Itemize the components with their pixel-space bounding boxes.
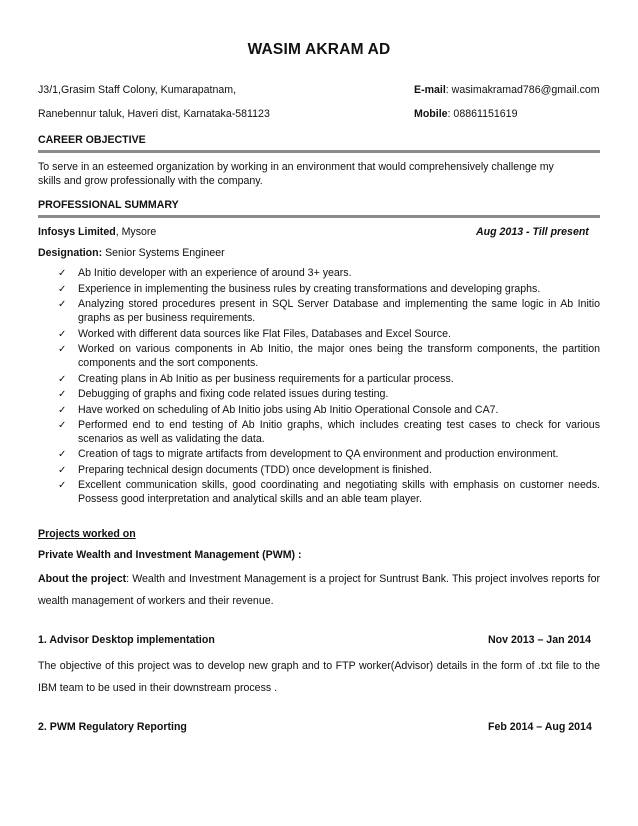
list-item	[58, 404, 600, 418]
list-item	[58, 479, 600, 507]
email-line	[414, 84, 600, 98]
bullet-text: Worked on various components in Ab Initio, the major ones being the transform components, the partition components and the sort components.	[78, 343, 600, 370]
check-mark-icon: ✓	[58, 449, 67, 461]
bullet-text: Creating plans in Ab Initio as per business requirements for a particular process.	[78, 372, 454, 385]
mobile-label: Mobile	[414, 108, 448, 121]
mobile-line	[414, 108, 517, 122]
bullet-text: Excellent communication skills, good coordinating and negotiating skills with emphasis on customer needs. Possess good interpretation and analytical skills and an able team player.	[78, 479, 600, 506]
section-divider	[38, 150, 600, 153]
contact-row-1	[38, 84, 600, 100]
bullet-text: Ab Initio developer with an experience of around 3+ years.	[78, 267, 352, 280]
candidate-name: WASIM AKRAM AD	[247, 41, 391, 58]
company-location: , Mysore	[115, 226, 157, 239]
subproject-dates: Nov 2013 – Jan 2014	[488, 634, 592, 647]
list-item	[58, 328, 600, 342]
check-mark-icon: ✓	[58, 480, 67, 492]
about-label: About the project	[38, 573, 127, 586]
address-line-1: J3/1,Grasim Staff Colony, Kumarapatnam,	[38, 84, 237, 97]
bullet-text: Performed end to end testing of Ab Initio graphs, which includes creating test cases to check for various scenarios as well as validating the data.	[78, 418, 600, 445]
list-item	[58, 448, 600, 462]
check-mark-icon: ✓	[58, 344, 67, 356]
check-mark-icon: ✓	[58, 268, 67, 280]
job-header	[38, 226, 600, 242]
about-text: : Wealth and Investment Management is a project for Suntrust Bank. This project involves reports for wealth management of workers and their revenue.	[38, 573, 600, 608]
list-item	[58, 343, 600, 371]
bullet-text: Experience in implementing the business rules by creating transformations and developing graphs.	[78, 282, 541, 295]
check-mark-icon: ✓	[58, 389, 67, 401]
job-employer	[38, 226, 156, 238]
list-item	[58, 298, 600, 326]
designation-value: Senior Systems Engineer	[102, 247, 225, 260]
email-label: E-mail	[414, 84, 446, 97]
job-dates: Aug 2013 - Till present	[476, 226, 589, 239]
contact-row-2	[38, 108, 600, 124]
subproject-header-1	[38, 634, 600, 650]
list-item	[58, 419, 600, 447]
check-mark-icon: ✓	[58, 404, 67, 416]
bullet-text: Debugging of graphs and fixing code related issues during testing.	[78, 388, 389, 401]
list-item	[58, 373, 600, 387]
check-mark-icon: ✓	[58, 373, 67, 385]
bullet-text: Have worked on scheduling of Ab Initio jobs using Ab Initio Operational Console and CA7.	[78, 403, 499, 416]
bullet-text: Worked with different data sources like Flat Files, Databases and Excel Source.	[78, 327, 451, 340]
email-value: : wasimakramad786@gmail.com	[445, 84, 600, 97]
subproject-title: 1. Advisor Desktop implementation	[38, 634, 215, 647]
projects-heading: Projects worked on	[38, 528, 136, 541]
check-mark-icon: ✓	[58, 283, 67, 295]
subproject-title: 2. PWM Regulatory Reporting	[38, 721, 187, 734]
check-mark-icon: ✓	[58, 328, 67, 340]
designation-label: Designation:	[38, 247, 103, 260]
check-mark-icon: ✓	[58, 419, 67, 431]
company-name: Infosys Limited	[38, 226, 116, 239]
bullet-text: Analyzing stored procedures present in SQL Server Database and implementing the same logic in Ab Initio graphs as per business requirements.	[78, 298, 600, 325]
list-item	[58, 464, 600, 478]
subproject-description: The objective of this project was to develop new graph and to FTP worker(Advisor) details in the form of .txt file to the IBM team to be used in their downstream process .	[38, 660, 600, 695]
list-item	[58, 388, 600, 402]
mobile-value: : 08861151619	[447, 108, 518, 121]
list-item	[58, 283, 600, 297]
career-objective-text: To serve in an esteemed organization by working in an environment that would comprehensively challenge my skills and grow professionally with the company.	[38, 161, 554, 188]
check-mark-icon: ✓	[58, 299, 67, 311]
subproject-dates: Feb 2014 – Aug 2014	[488, 721, 592, 734]
professional-summary-heading: PROFESSIONAL SUMMARY	[38, 199, 179, 212]
list-item	[58, 267, 600, 281]
address-line-2: Ranebennur taluk, Haveri dist, Karnataka-581123	[38, 108, 270, 121]
project-title: Private Wealth and Investment Management (PWM) :	[38, 549, 302, 562]
check-mark-icon: ✓	[58, 464, 67, 476]
subproject-header-2	[38, 721, 600, 737]
designation-line	[38, 247, 600, 261]
project-about	[38, 568, 600, 612]
experience-bullet-list	[38, 267, 600, 507]
bullet-text: Creation of tags to migrate artifacts from development to QA environment and production environment.	[78, 448, 559, 461]
career-objective-heading: CAREER OBJECTIVE	[38, 134, 146, 147]
bullet-text: Preparing technical design documents (TDD) once development is finished.	[78, 463, 432, 476]
section-divider	[38, 215, 600, 218]
